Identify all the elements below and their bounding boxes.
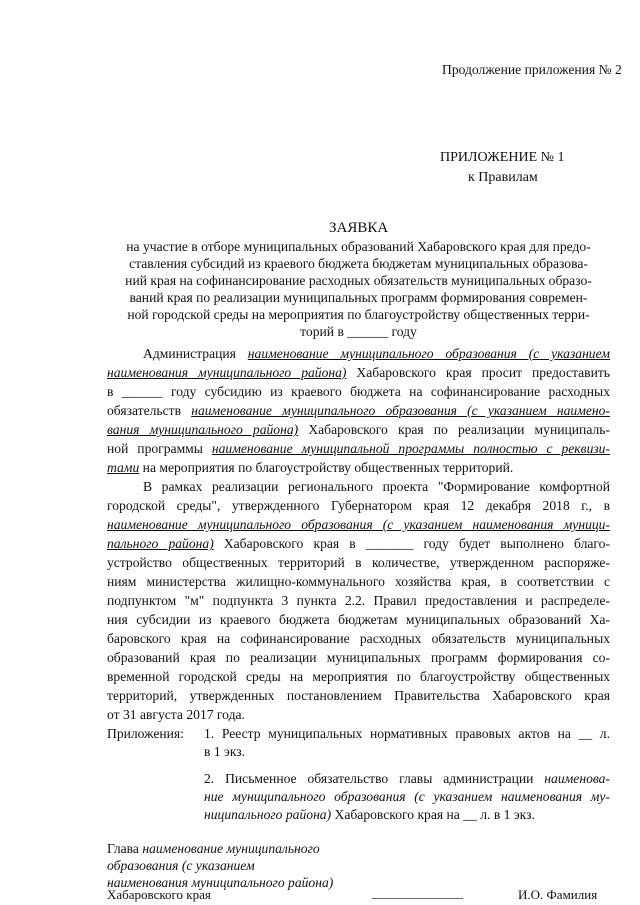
appendix-subtitle: к Правилам — [468, 170, 538, 185]
para1-line: ной программы наименование муниципальной программы полностью с реквизи- — [107, 441, 610, 456]
para1-line: наименования муниципального района) Хабаровского края просит предоставить — [107, 365, 610, 380]
signature-title: Глава наименование муниципального — [107, 841, 320, 856]
para1-line: в ______ году субсидию из краевого бюджета на софинансирование расходных — [107, 384, 610, 399]
para2-line: городской среды", утвержденного Губернатором края 12 декабря 2018 г., в — [107, 498, 610, 513]
placeholder-program: наименование муниципальной программы полностью с реквизи- — [211, 441, 610, 456]
para1-line: обязательств наименование муниципального образования (с указанием наимено- — [107, 403, 610, 418]
placeholder-district: наименования муниципального района) — [107, 365, 347, 380]
para2-line — [107, 516, 610, 534]
placeholder-municipality: наименование муниципального образования (с указанием наименования муници- — [107, 517, 610, 532]
title-line: ний края на софинансирование расходных обязательств муниципальных образо- — [125, 273, 592, 288]
para2-line: от 31 августа 2017 года. — [107, 707, 245, 722]
placeholder-municipality: наименование муниципального образования (с указанием — [247, 346, 610, 361]
signature-line: ______________ — [372, 885, 463, 900]
para2-line: временной городской среды на мероприятия по благоустройству общественных — [107, 669, 610, 684]
placeholder-district: ниципального района) — [204, 807, 332, 822]
para2-line: устройство общественных территорий в количестве, утвержденном распоряже- — [107, 555, 610, 570]
para1-line: тами на мероприятия по благоустройству общественных территорий. — [107, 460, 514, 475]
attachment-item-1: 1. Реестр муниципальных нормативных правовых актов на __ л. — [204, 726, 610, 741]
appendix-title: ПРИЛОЖЕНИЕ № 1 — [440, 150, 565, 165]
title-line: торий в ______ году — [300, 324, 417, 339]
placeholder-municipality: наименование муниципального — [142, 841, 320, 856]
title-line: ставления субсидий из краевого бюджета бюджетам муниципальных образова- — [129, 256, 588, 271]
attachments-label: Приложения: — [107, 726, 184, 741]
para2-line: ниям министерства жилищно-коммунального хозяйства края, в соответствии с — [107, 574, 610, 589]
attachment-item-2: ние муниципального образования (с указанием наименования му- — [204, 789, 610, 804]
attachment-item-2: 2. Письменное обязательство главы администрации наименова- — [204, 771, 610, 786]
signatory-name: И.О. Фамилия — [518, 887, 598, 902]
signature-title: наименования муниципального района) — [107, 875, 334, 890]
continuation-note: Продолжение приложения № 2 — [442, 62, 622, 77]
para2-line: подпунктом "м" подпункта 3 пункта 2.2. Правил предоставления и распределе- — [107, 593, 610, 608]
placeholder-municipality: наименование муниципального образования (с указанием наимено- — [191, 403, 610, 418]
para2-line: ния субсидии из краевого бюджета бюджетам муниципальных образований Ха- — [107, 612, 610, 627]
para2-line: В рамках реализации регионального проекта "Формирование комфортной — [143, 479, 610, 494]
placeholder-program: тами — [107, 460, 140, 475]
para2-line: пального района) Хабаровского края в _______ году будет выполнено благо- — [107, 536, 610, 551]
para2-line: образований края по реализации муниципальных программ формирования со- — [107, 650, 610, 665]
placeholder-municipality: наименова- — [544, 771, 610, 786]
attachment-item-2: ниципального района) Хабаровского края на __ л. в 1 экз. — [204, 807, 535, 822]
para1-line: вания муниципального района) Хабаровского края по реализации муниципаль- — [107, 422, 610, 437]
signature-region: Хабаровского края — [107, 887, 211, 902]
para2-line: баровского края на софинансирование расходных обязательств муниципальных — [107, 631, 610, 646]
placeholder-district: вания муниципального района) — [107, 422, 299, 437]
document-heading: ЗАЯВКА — [329, 220, 389, 236]
title-line: ваний края по реализации муниципальных программ формирования современ- — [129, 290, 588, 305]
para2-line: территорий, утвержденных постановлением Правительства Хабаровского края — [107, 688, 610, 703]
placeholder-district: пального района) — [107, 536, 214, 551]
attachment-item-1: в 1 экз. — [204, 744, 246, 759]
title-line: на участие в отборе муниципальных образований Хабаровского края для предо- — [126, 239, 591, 254]
title-line: ной городской среды на мероприятия по благоустройству общественных терри- — [127, 307, 590, 322]
para1-line: Администрация наименование муниципального образования (с указанием — [143, 346, 610, 361]
signature-title: образования (с указанием — [107, 858, 255, 873]
